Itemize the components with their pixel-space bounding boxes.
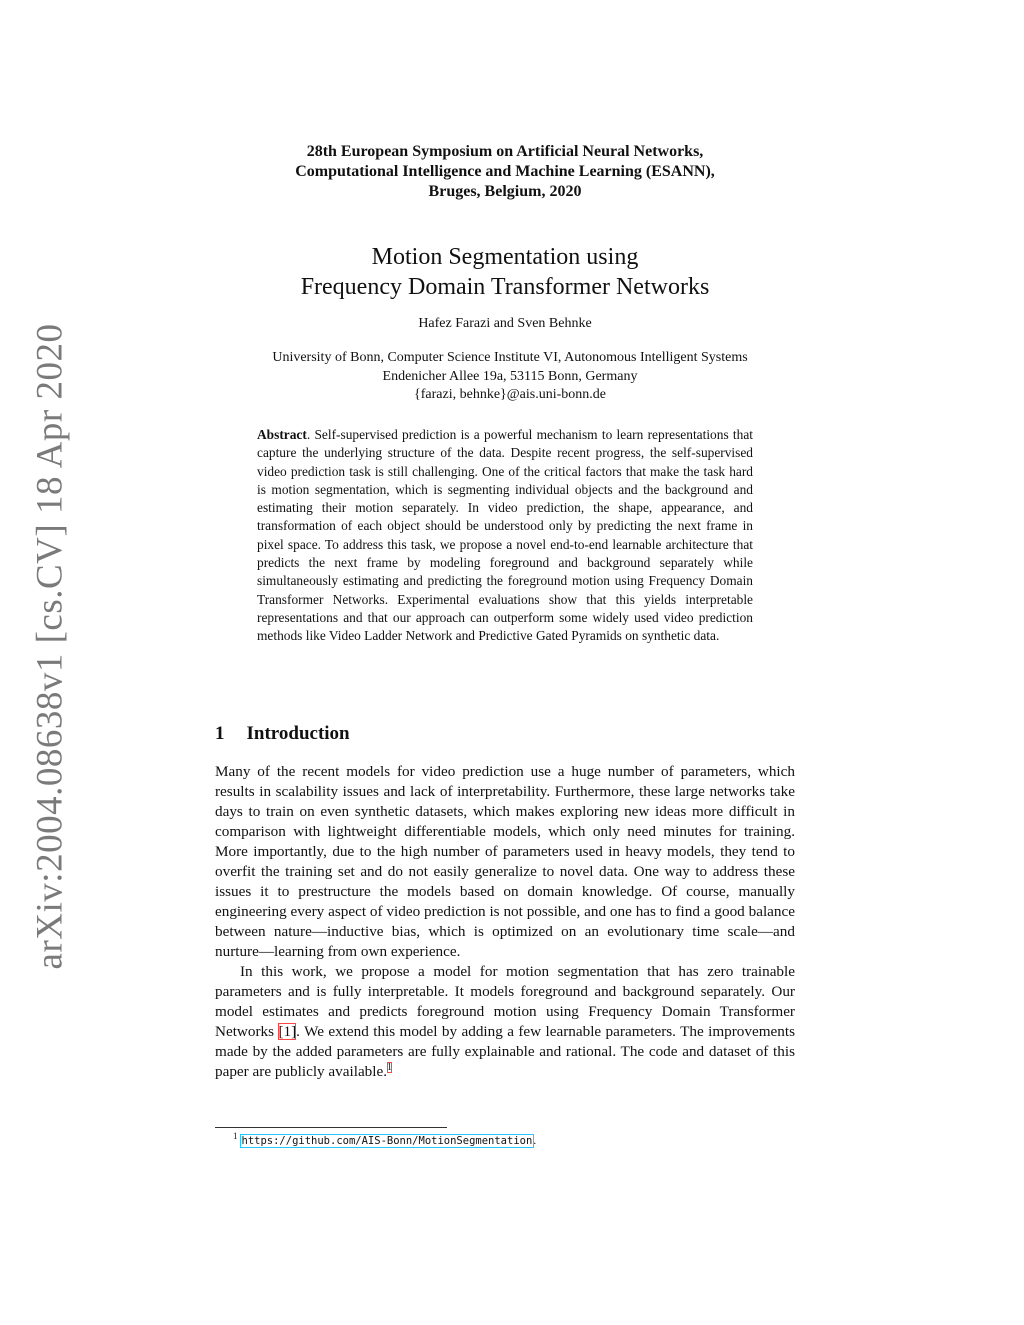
paragraph-1: Many of the recent models for video prediction use a huge number of parameters, which results in scalability issues and lack of interpretability. Furthermore, these large networks take days to train on even synthetic datasets, which makes exploring new ideas more difficult in comparison with lightweight differentiable models, which only need minutes for training. More importantly, due to the high number of parameters used in heavy models, they tend to overfit the training set and do not easily generalize to novel data. One way to address these issues it to prestructure the models based on domain knowledge. Of course, manually engineering every aspect of video prediction is not possible, and one has to find a good balance between nature—inductive bias, which is optimized on an evolutionary time scale—and nurture—learning from own experience.: [215, 763, 795, 960]
section-title: Introduction: [246, 723, 350, 744]
paragraph-2: [215, 962, 795, 1082]
conference-header: [215, 142, 795, 202]
footnote-number: 1: [233, 1131, 238, 1141]
arxiv-identifier-stamp: [27, 323, 73, 969]
abstract: [257, 426, 753, 646]
paragraph-2-text-b: . We extend this model by adding a few learnable parameters. The improvements made by the added parameters are fully explainable and rational. The code and dataset of this paper are publicly available.: [215, 1023, 795, 1080]
abstract-label: Abstract: [257, 427, 307, 442]
footnote-url-link[interactable]: https://github.com/AIS-Bonn/MotionSegmentation: [241, 1135, 533, 1147]
arxiv-identifier-text: arXiv:2004.08638v1 [cs.CV] 18 Apr 2020: [29, 323, 71, 969]
paragraph-2-text-a: In this work, we propose a model for motion segmentation that has zero trainable parameters and is fully interpretable. It models foreground and background separately. Our model estimates and predicts foreground motion using Frequency Domain Transformer Networks: [215, 963, 795, 1040]
paper-title-line-2: Frequency Domain Transformer Networks: [300, 274, 710, 300]
footnote-trailing-period: .: [533, 1133, 537, 1147]
abstract-text: . Self-supervised prediction is a powerful mechanism to learn representations that capture the underlying structure of the data. Despite recent progress, the self-supervised video prediction task is still challenging. One of the critical factors that make the task hard is motion segmentation, which is segmenting individual objects and the background and estimating their motion separately. In video prediction, the shape, appearance, and transformation of each object should be understood only by predicting the next frame in pixel space. To address this task, we propose a novel end-to-end learnable architecture that predicts the next frame by modeling foreground and background separately while simultaneously estimating and predicting the foreground motion using Frequency Domain Transformer Networks. Experimental evaluations show that this yields interpretable representations and that our approach can outperform some widely used video prediction methods like Video Ladder Network and Predictive Gated Pyramids on synthetic data.: [257, 427, 753, 644]
affiliation-line-1: University of Bonn, Computer Science Institute VI, Autonomous Intelligent Systems: [272, 350, 748, 365]
introduction-body: [215, 762, 795, 1082]
conference-line-1: 28th European Symposium on Artificial Neural Networks,: [306, 143, 704, 160]
citation-link-1[interactable]: [1]: [278, 1023, 297, 1040]
affiliation-block: [205, 349, 815, 405]
affiliation-line-2: Endenicher Allee 19a, 53115 Bonn, Germany: [382, 368, 638, 384]
section-heading-introduction: [215, 723, 350, 745]
section-number: 1: [215, 723, 225, 744]
footnote-link-1[interactable]: 1: [387, 1061, 393, 1073]
conference-line-2: Computational Intelligence and Machine Learning (ESANN),: [295, 163, 715, 180]
footnote-divider: [215, 1127, 447, 1128]
paper-title-line-1: Motion Segmentation using: [371, 244, 639, 270]
affiliation-email: {farazi, behnke}@ais.uni-bonn.de: [414, 387, 606, 402]
conference-line-3: Bruges, Belgium, 2020: [428, 183, 582, 200]
footnote-1: [233, 1131, 536, 1148]
author-list: Hafez Farazi and Sven Behnke: [418, 316, 592, 331]
paper-title: [215, 242, 795, 302]
